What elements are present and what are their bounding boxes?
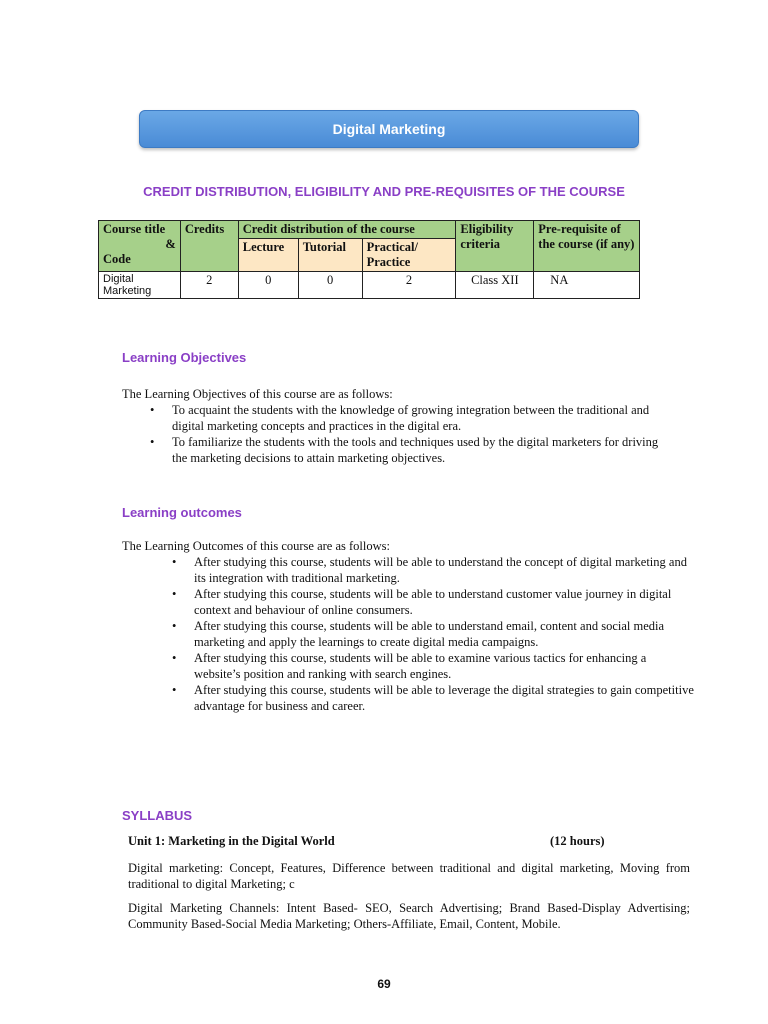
unit-hours: (12 hours) [550,834,605,848]
learning-outcomes-list [194,554,694,714]
list-item: • After studying this course, students will be able to examine various tactics for enhancing a website’s position and ranking with search engines. [194,650,694,682]
list-item: • After studying this course, students will be able to understand the concept of digital marketing and its integration with traditional marketing. [194,554,694,586]
header-credit-distribution: Credit distribution of the course [238,221,456,239]
header-credits: Credits [180,221,238,272]
list-item: • After studying this course, students will be able to understand email, content and social media marketing and apply the learnings to create digital media campaigns. [194,618,694,650]
table-row [99,272,640,299]
syllabus-paragraph-1: Digital marketing: Concept, Features, Difference between traditional and digital marketing, Moving from traditional to digital Marketing; c [128,861,690,891]
header-tutorial: Tutorial [298,239,362,272]
credit-distribution-table [98,220,640,299]
header-course-title-line1: Course title [103,222,166,236]
banner-title: Digital Marketing [332,121,446,137]
learning-objectives-list [172,402,672,466]
cell-practical: 2 [362,272,456,299]
header-course-title-line2: & [165,237,176,251]
learning-outcomes-intro: The Learning Outcomes of this course are as follows: [122,539,390,553]
cell-tutorial: 0 [298,272,362,299]
cell-eligibility: Class XII [456,272,534,299]
cell-credits: 2 [180,272,238,299]
learning-outcomes-heading: Learning outcomes [122,505,242,520]
page-number: 69 [377,977,391,991]
credit-distribution-heading: CREDIT DISTRIBUTION, ELIGIBILITY AND PRE-REQUISITES OF THE COURSE [143,184,625,199]
list-item: • After studying this course, students will be able to leverage the digital strategies to gain competitive advantage for business and career. [194,682,694,714]
course-title-banner [139,110,639,148]
list-item: • To familiarize the students with the tools and techniques used by the digital marketers for driving the marketing decisions to attain marketing objectives. [172,434,672,466]
header-lecture: Lecture [238,239,298,272]
header-course-title-line3: Code [103,252,131,266]
list-item: • After studying this course, students will be able to understand customer value journey in digital context and behaviour of online consumers. [194,586,694,618]
unit-title-row [128,834,618,849]
cell-prerequisite: NA [534,272,640,299]
syllabus-heading: SYLLABUS [122,808,193,823]
header-practical: Practical/ Practice [362,239,456,272]
header-eligibility: Eligibility criteria [456,221,534,272]
header-course-title [99,221,181,272]
syllabus-paragraph-2: Digital Marketing Channels: Intent Based- SEO, Search Advertising; Brand Based-Display Advertising; Community Based-Social Media Marketing; Others-Affiliate, Email, Content, Mobile. [128,901,690,931]
cell-lecture: 0 [238,272,298,299]
header-prerequisite: Pre-requisite of the course (if any) [534,221,640,272]
list-item: • To acquaint the students with the knowledge of growing integration between the traditional and digital marketing concepts and practices in the digital era. [172,402,672,434]
learning-objectives-intro: The Learning Objectives of this course are as follows: [122,387,393,401]
learning-objectives-heading: Learning Objectives [122,350,247,365]
cell-course: Digital Marketing [99,272,181,299]
unit-title: Unit 1: Marketing in the Digital World [128,834,335,848]
